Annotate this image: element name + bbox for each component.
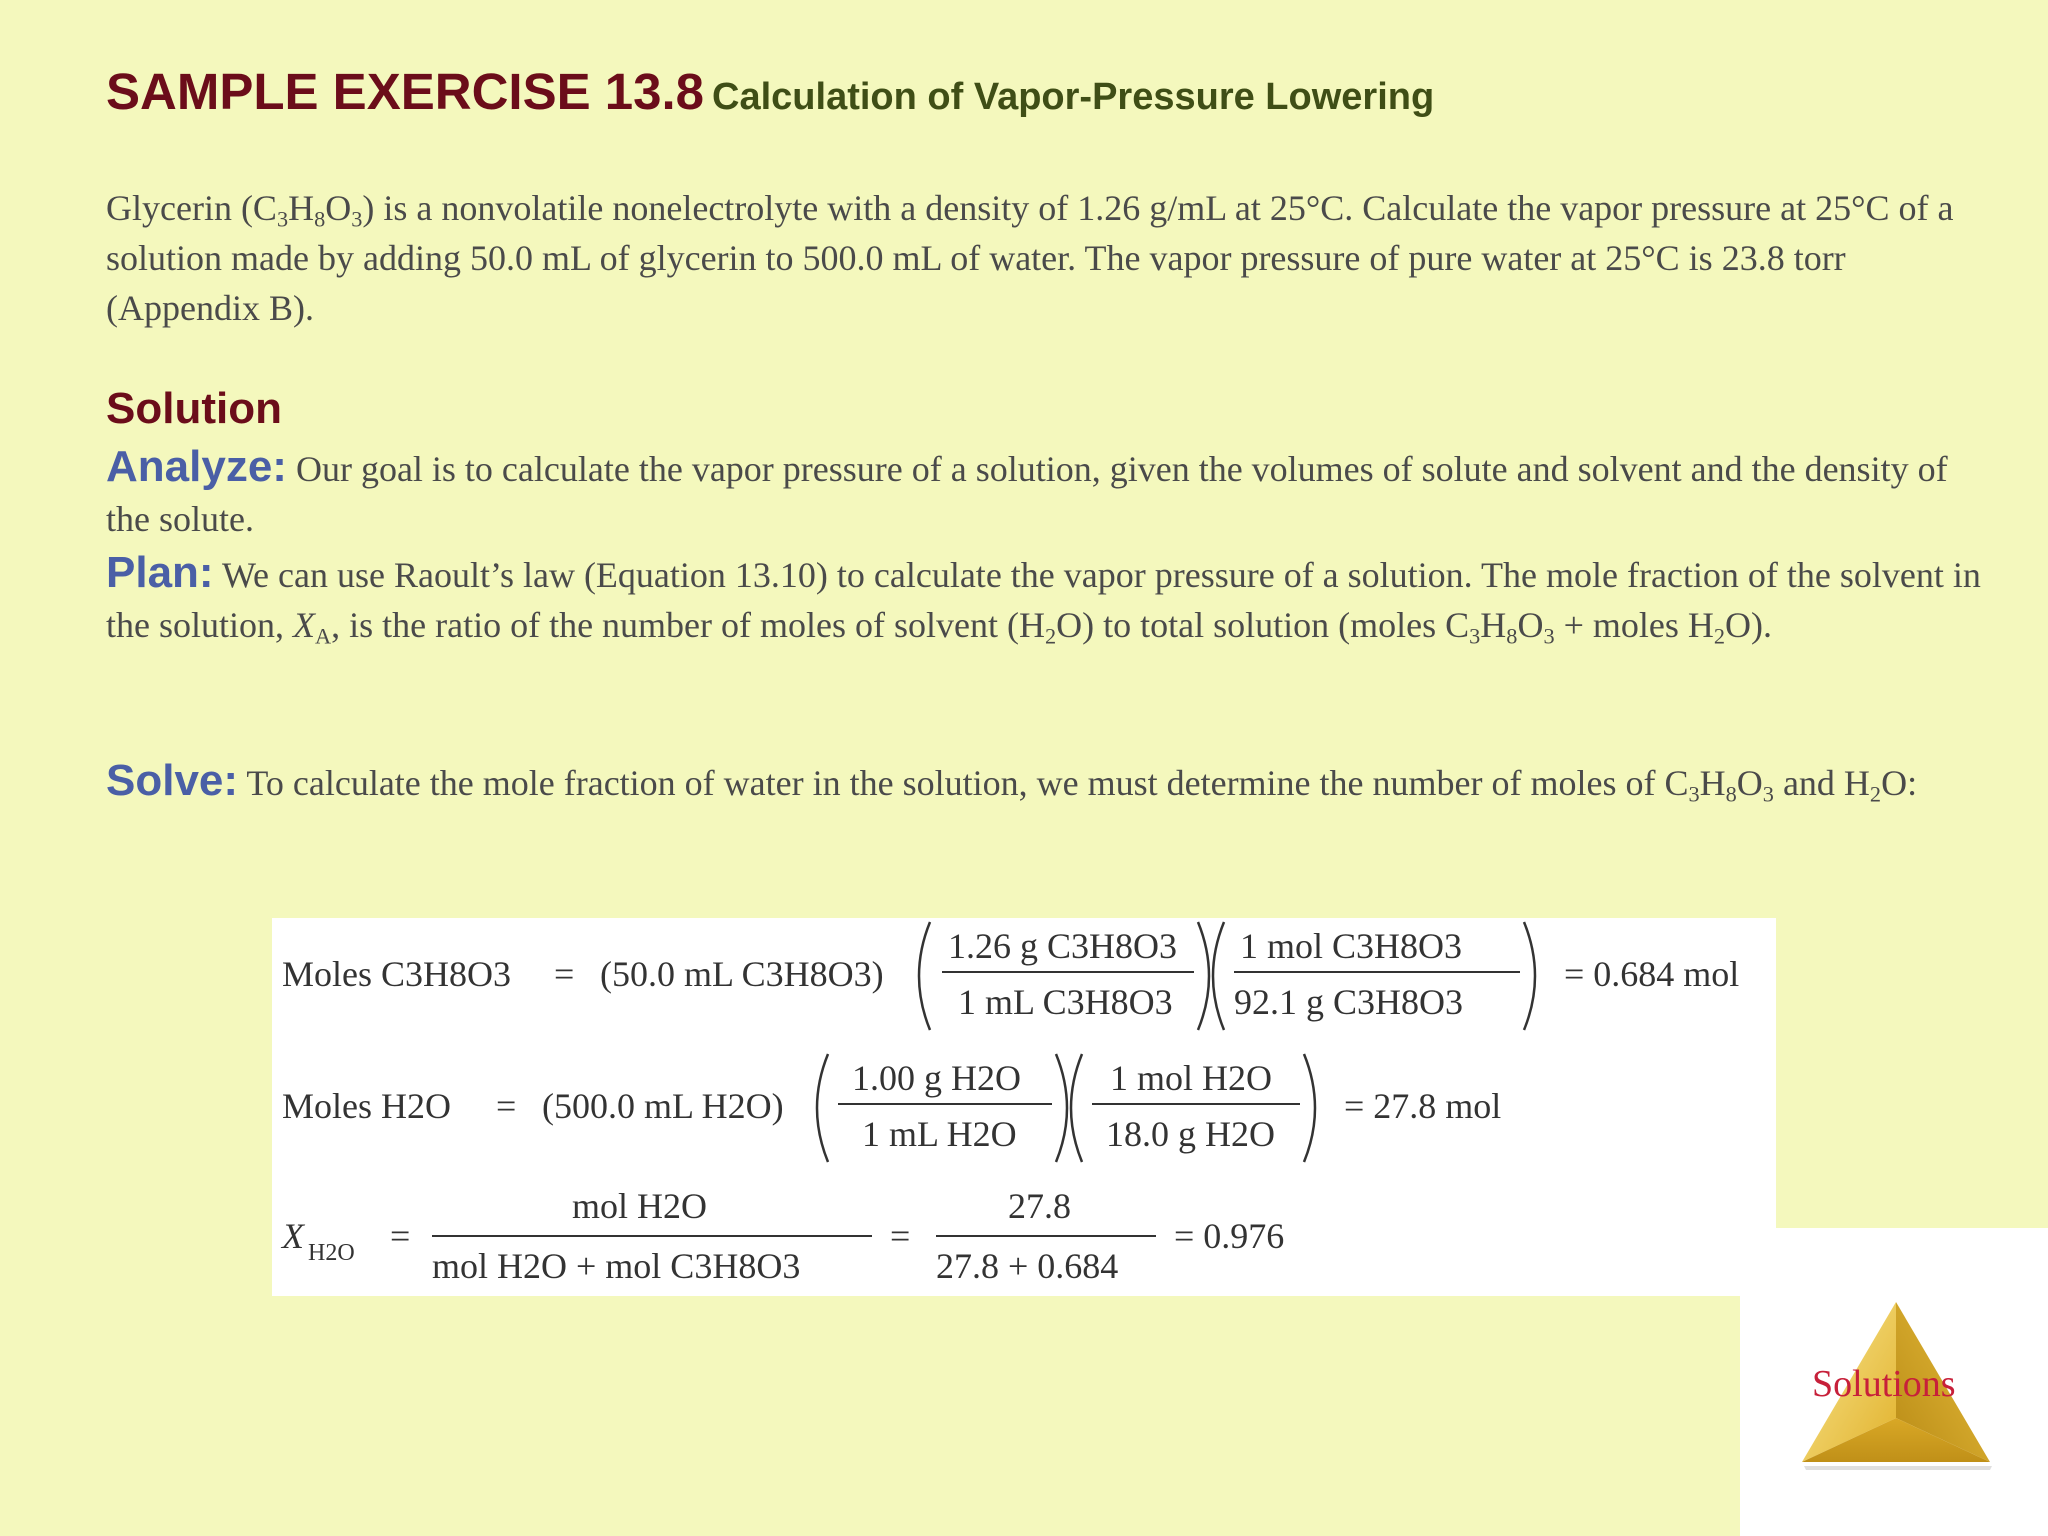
left-paren — [1071, 1054, 1082, 1162]
eq1-given: (50.0 mL C3H8O3) — [600, 954, 884, 994]
eq3-f1-den: mol H2O + mol C3H8O3 — [432, 1246, 801, 1286]
problem-text: H — [288, 188, 315, 228]
analyze-section — [106, 442, 1986, 544]
right-paren — [1056, 1054, 1067, 1162]
solve-section — [106, 756, 1986, 808]
exercise-title: SAMPLE EXERCISE 13.8 — [106, 63, 705, 120]
solve-text: O: — [1881, 763, 1918, 803]
mole-fraction-symbol: X — [293, 605, 315, 645]
right-paren — [1524, 922, 1535, 1030]
eq1-result: = 0.684 mol — [1564, 954, 1740, 994]
plan-text: We can use Raoult’s law (Equation 13.10) to calculate the vapor pressure of a solution. The mole fraction of the solvent in the solution, — [106, 555, 1981, 645]
equations-svg — [272, 918, 1776, 1296]
eq3-lhs-sub: H2O — [308, 1240, 355, 1266]
equation-mole-fraction — [280, 1186, 1284, 1286]
plan-section — [106, 548, 1986, 650]
subscript: 2 — [1044, 623, 1057, 649]
solution-heading: Solution — [106, 384, 282, 433]
eq1-equals: = — [554, 954, 575, 994]
subscript: 3 — [1762, 781, 1774, 807]
problem-text: O — [325, 188, 352, 228]
eq1-f1-den: 1 mL C3H8O3 — [958, 982, 1173, 1022]
eq2-f2-num: 1 mol H2O — [1110, 1058, 1272, 1098]
solve-text: O — [1736, 763, 1763, 803]
eq2-equals: = — [496, 1086, 517, 1126]
subscript: 8 — [314, 206, 326, 232]
subscript: 8 — [1506, 623, 1518, 649]
subscript: 3 — [351, 206, 363, 232]
eq2-result: = 27.8 mol — [1344, 1086, 1502, 1126]
eq1-f2-num: 1 mol C3H8O3 — [1240, 926, 1463, 966]
equation-box — [272, 918, 1776, 1296]
solve-label: Solve: — [106, 756, 239, 805]
eq3-equals: = — [390, 1216, 411, 1256]
left-paren — [919, 922, 930, 1030]
eq3-lhs: X — [282, 1216, 304, 1256]
problem-statement — [106, 183, 1986, 333]
analyze-text: Our goal is to calculate the vapor pressure of a solution, given the volumes of solute and solvent and the density of the solute. — [106, 449, 1948, 539]
equation-moles-glycerin — [282, 922, 1739, 1030]
exercise-subtitle: Calculation of Vapor-Pressure Lowering — [712, 76, 1435, 118]
solve-text: To calculate the mole fraction of water in the solution, we must determine the number of moles of C — [246, 763, 1689, 803]
subscript: 3 — [276, 206, 289, 232]
solve-text: H — [1699, 763, 1726, 803]
plan-text: O). — [1725, 605, 1773, 645]
eq2-lhs: Moles H2O — [282, 1086, 451, 1126]
eq1-f1-num: 1.26 g C3H8O3 — [948, 926, 1178, 966]
problem-text: ) is a nonvolatile nonelectrolyte with a density of 1.26 g/mL at 25°C. Calculate the vapor pressure at 25°C of a solution made by adding 50.0 mL of glycerin to 500.0 mL of water. The vapor pressure of pure water at 25°C is 23.8 torr (Appendix B). — [106, 188, 1954, 328]
eq1-lhs: Moles C3H8O3 — [282, 954, 512, 994]
plan-text: O) to total solution (moles C — [1056, 605, 1470, 645]
subscript: A — [315, 623, 332, 649]
subscript: 8 — [1725, 781, 1737, 807]
solutions-label: Solutions — [1812, 1363, 1956, 1405]
eq2-f1-den: 1 mL H2O — [862, 1114, 1017, 1154]
problem-text: Glycerin (C — [106, 188, 277, 228]
eq2-f1-num: 1.00 g H2O — [852, 1058, 1021, 1098]
subscript: 2 — [1713, 623, 1726, 649]
left-paren — [1213, 922, 1224, 1030]
plan-label: Plan: — [106, 548, 214, 597]
eq3-f2-den: 27.8 + 0.684 — [936, 1246, 1119, 1286]
plan-text: + moles H — [1554, 605, 1714, 645]
analyze-label: Analyze: — [106, 442, 287, 491]
eq3-result: = 0.976 — [1174, 1216, 1285, 1256]
plan-text: H — [1480, 605, 1507, 645]
title-line — [106, 62, 1434, 121]
plan-text: , is the ratio of the number of moles of solvent (H — [331, 605, 1045, 645]
equation-moles-water — [282, 1054, 1501, 1162]
subscript: 3 — [1469, 623, 1481, 649]
right-paren — [1198, 922, 1209, 1030]
eq1-f2-den: 92.1 g C3H8O3 — [1234, 982, 1464, 1022]
pyramid-shadow — [1804, 1466, 1992, 1470]
solve-text: and H — [1773, 763, 1870, 803]
left-paren — [817, 1054, 828, 1162]
subscript: 3 — [1688, 781, 1700, 807]
eq3-f1-num: mol H2O — [572, 1186, 707, 1226]
eq3-f2-num: 27.8 — [1008, 1186, 1071, 1226]
subscript: 2 — [1869, 781, 1882, 807]
right-paren — [1304, 1054, 1315, 1162]
eq2-given: (500.0 mL H2O) — [542, 1086, 784, 1126]
eq3-equals-2: = — [890, 1216, 911, 1256]
plan-text: O — [1517, 605, 1544, 645]
subscript: 3 — [1543, 623, 1555, 649]
eq2-f2-den: 18.0 g H2O — [1106, 1114, 1275, 1154]
